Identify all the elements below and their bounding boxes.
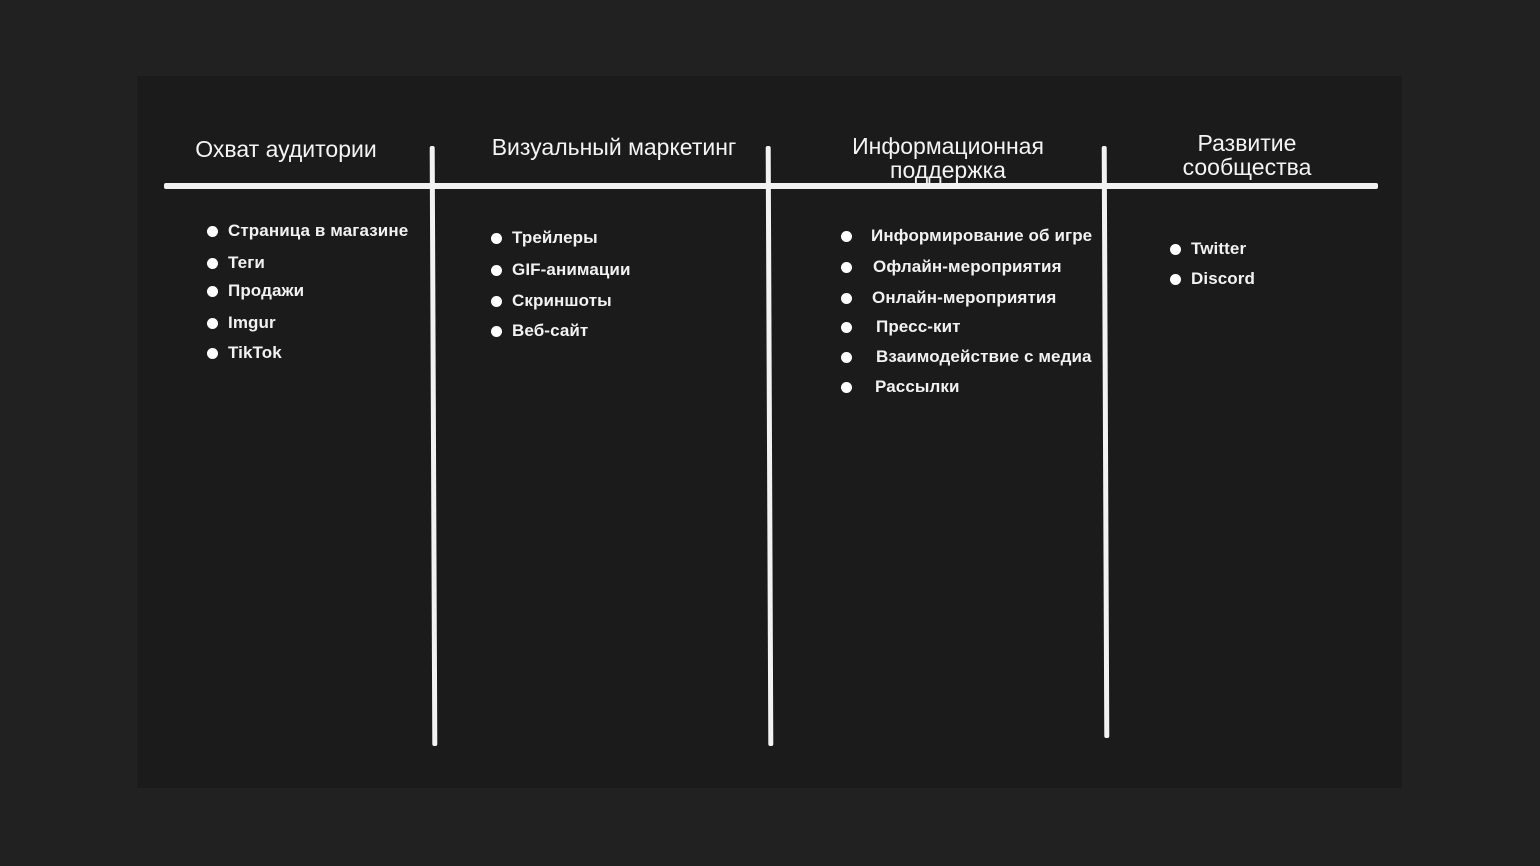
bullet-icon <box>207 226 218 237</box>
bullet-icon <box>207 318 218 329</box>
list-item-label: TikTok <box>228 343 282 362</box>
list-item <box>841 317 961 337</box>
list-item <box>207 221 408 241</box>
list-item <box>207 253 265 273</box>
list-item <box>491 260 631 280</box>
list-item-label: Теги <box>228 253 265 272</box>
bullet-icon <box>491 326 502 337</box>
bullet-icon <box>207 286 218 297</box>
list-item <box>841 347 1092 367</box>
header-divider-line <box>164 183 1378 189</box>
column-title-reach: Охват аудитории <box>195 136 377 162</box>
list-item <box>491 228 598 248</box>
column-title-visual: Визуальный маркетинг <box>491 134 737 160</box>
list-item <box>1170 269 1255 289</box>
list-item-label: Онлайн-мероприятия <box>872 288 1057 307</box>
list-item <box>491 291 612 311</box>
list-item-label: Twitter <box>1191 239 1247 258</box>
list-item-label: Информирование об игре <box>871 226 1093 245</box>
list-item <box>1170 239 1246 259</box>
column-title-community: Развитие сообщества <box>1182 130 1312 180</box>
list-item-label: GIF-анимации <box>512 260 631 279</box>
bullet-icon <box>841 322 852 333</box>
list-item <box>207 343 282 363</box>
list-item-label: Discord <box>1191 269 1255 288</box>
list-item-label: Пресс-кит <box>876 317 961 336</box>
list-item-label: Imgur <box>228 313 276 332</box>
list-item-label: Рассылки <box>875 377 960 396</box>
list-item <box>491 321 588 341</box>
list-item-label: Страница в магазине <box>228 221 409 240</box>
bullet-icon <box>1170 274 1181 285</box>
list-item-label: Скриншоты <box>512 291 612 310</box>
list-item <box>841 288 1056 308</box>
list-item-label: Продажи <box>228 281 305 300</box>
list-item <box>207 281 304 301</box>
bullet-icon <box>491 296 502 307</box>
list-item <box>841 226 1092 246</box>
bullet-icon <box>841 293 852 304</box>
bullet-icon <box>841 262 852 273</box>
bullet-icon <box>1170 244 1181 255</box>
list-item <box>207 313 276 333</box>
bullet-icon <box>207 348 218 359</box>
bullet-icon <box>841 352 852 363</box>
list-item-label: Веб-сайт <box>512 321 589 340</box>
list-item-label: Взаимодействие с медиа <box>876 347 1092 366</box>
bullet-icon <box>491 265 502 276</box>
bullet-icon <box>841 231 852 242</box>
list-item-label: Офлайн-мероприятия <box>873 257 1062 276</box>
list-item <box>841 257 1062 277</box>
list-item <box>841 377 960 397</box>
bullet-icon <box>207 258 218 269</box>
list-item-label: Трейлеры <box>512 228 598 247</box>
bullet-icon <box>491 233 502 244</box>
column-title-info: Информационная поддержка <box>852 133 1044 183</box>
bullet-icon <box>841 382 852 393</box>
